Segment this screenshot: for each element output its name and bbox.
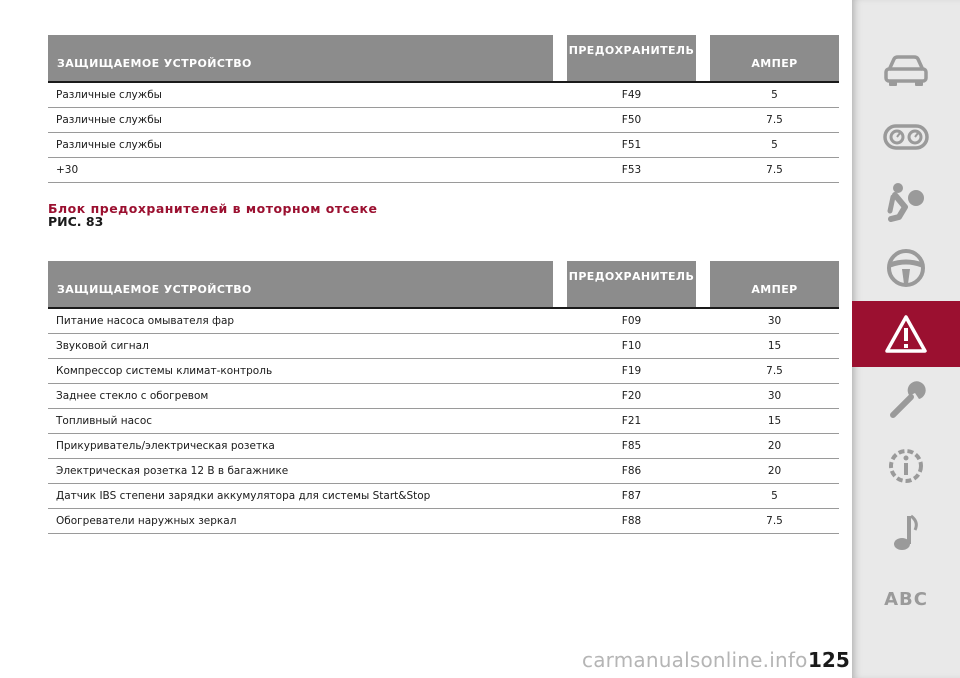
music-note-icon xyxy=(891,512,921,552)
cell-fuse: F88 xyxy=(621,515,642,527)
table-row xyxy=(48,83,839,108)
figure-label: РИС. 83 xyxy=(48,214,104,229)
table-row xyxy=(48,359,839,384)
cell-device: Заднее стекло с обогревом xyxy=(56,390,209,402)
cell-device: Различные службы xyxy=(56,114,162,126)
cell-fuse: F21 xyxy=(621,415,642,427)
cell-device: Различные службы xyxy=(56,139,162,151)
main-content xyxy=(48,35,839,534)
nav-item-dashboard[interactable] xyxy=(852,104,960,170)
table-row xyxy=(48,459,839,484)
nav-item-multimedia[interactable] xyxy=(852,499,960,565)
cell-ampere: 7.5 xyxy=(766,164,783,176)
cell-device: Обогреватели наружных зеркал xyxy=(56,515,237,527)
cell-device: Питание насоса омывателя фар xyxy=(56,315,235,327)
table-row xyxy=(48,509,839,534)
table-row xyxy=(48,108,839,133)
cell-ampere: 20 xyxy=(767,440,782,452)
cell-ampere: 7.5 xyxy=(766,515,783,527)
cell-ampere: 5 xyxy=(771,490,778,502)
table-row xyxy=(48,334,839,359)
cell-device: Датчик IBS степени зарядки аккумулятора для системы Start&Stop xyxy=(56,490,431,502)
nav-item-technical-data[interactable] xyxy=(852,433,960,499)
wrench-icon xyxy=(885,379,927,421)
header-protected-device: ЗАЩИЩАЕМОЕ УСТРОЙСТВО xyxy=(48,261,553,307)
cell-device: Прикуриватель/электрическая розетка xyxy=(56,440,275,452)
nav-item-maintenance[interactable] xyxy=(852,367,960,433)
header-fuse: ПРЕДОХРАНИТЕЛЬ xyxy=(567,261,696,307)
dashboard-icon xyxy=(883,123,929,151)
nav-item-index[interactable] xyxy=(852,566,960,632)
steering-wheel-icon xyxy=(885,247,927,289)
table-row xyxy=(48,384,839,409)
cell-fuse: F09 xyxy=(621,315,642,327)
header-protected-device: ЗАЩИЩАЕМОЕ УСТРОЙСТВО xyxy=(48,35,553,81)
cell-device: Звуковой сигнал xyxy=(56,340,149,352)
table-row xyxy=(48,158,839,183)
cell-ampere: 20 xyxy=(767,465,782,477)
cell-device: Электрическая розетка 12 В в багажнике xyxy=(56,465,289,477)
cell-fuse: F49 xyxy=(621,89,642,101)
cell-fuse: F10 xyxy=(621,340,642,352)
car-icon xyxy=(883,54,929,88)
cell-device: +30 xyxy=(56,164,79,176)
cell-ampere: 15 xyxy=(767,415,782,427)
watermark: carmanualsonline.info xyxy=(582,648,808,672)
cell-ampere: 7.5 xyxy=(766,365,783,377)
table-row xyxy=(48,484,839,509)
nav-item-car[interactable] xyxy=(852,38,960,104)
cell-fuse: F87 xyxy=(621,490,642,502)
page-number: 125 xyxy=(808,648,850,672)
fuse-table-1 xyxy=(48,35,839,183)
header-fuse: ПРЕДОХРАНИТЕЛЬ xyxy=(567,35,696,81)
section-title: Блок предохранителей в моторном отсеке xyxy=(48,201,378,216)
airbag-icon xyxy=(885,181,927,223)
table-row xyxy=(48,309,839,334)
cell-ampere: 5 xyxy=(771,139,778,151)
nav-item-safety[interactable] xyxy=(852,169,960,235)
chapter-sidebar xyxy=(852,0,960,678)
cell-device: Компрессор системы климат-контроль xyxy=(56,365,273,377)
nav-item-driving[interactable] xyxy=(852,235,960,301)
cell-fuse: F53 xyxy=(621,164,642,176)
cell-device: Различные службы xyxy=(56,89,162,101)
cell-fuse: F51 xyxy=(621,139,642,151)
cell-ampere: 7.5 xyxy=(766,114,783,126)
table-row xyxy=(48,434,839,459)
cell-ampere: 5 xyxy=(771,89,778,101)
table-row xyxy=(48,409,839,434)
cell-ampere: 15 xyxy=(767,340,782,352)
cell-ampere: 30 xyxy=(767,315,782,327)
nav-item-emergency[interactable] xyxy=(852,301,960,367)
header-ampere: АМПЕР xyxy=(710,261,839,307)
fuse-table-2 xyxy=(48,261,839,534)
cell-fuse: F85 xyxy=(621,440,642,452)
cell-device: Топливный насос xyxy=(56,415,153,427)
warning-triangle-icon xyxy=(884,314,928,354)
table-header xyxy=(48,261,839,307)
cell-fuse: F20 xyxy=(621,390,642,402)
info-gear-icon xyxy=(885,445,927,487)
abc-index-label: ABC xyxy=(884,588,928,610)
cell-ampere: 30 xyxy=(767,390,782,402)
cell-fuse: F86 xyxy=(621,465,642,477)
cell-fuse: F50 xyxy=(621,114,642,126)
cell-fuse: F19 xyxy=(621,365,642,377)
table-header xyxy=(48,35,839,81)
table-row xyxy=(48,133,839,158)
header-ampere: АМПЕР xyxy=(710,35,839,81)
